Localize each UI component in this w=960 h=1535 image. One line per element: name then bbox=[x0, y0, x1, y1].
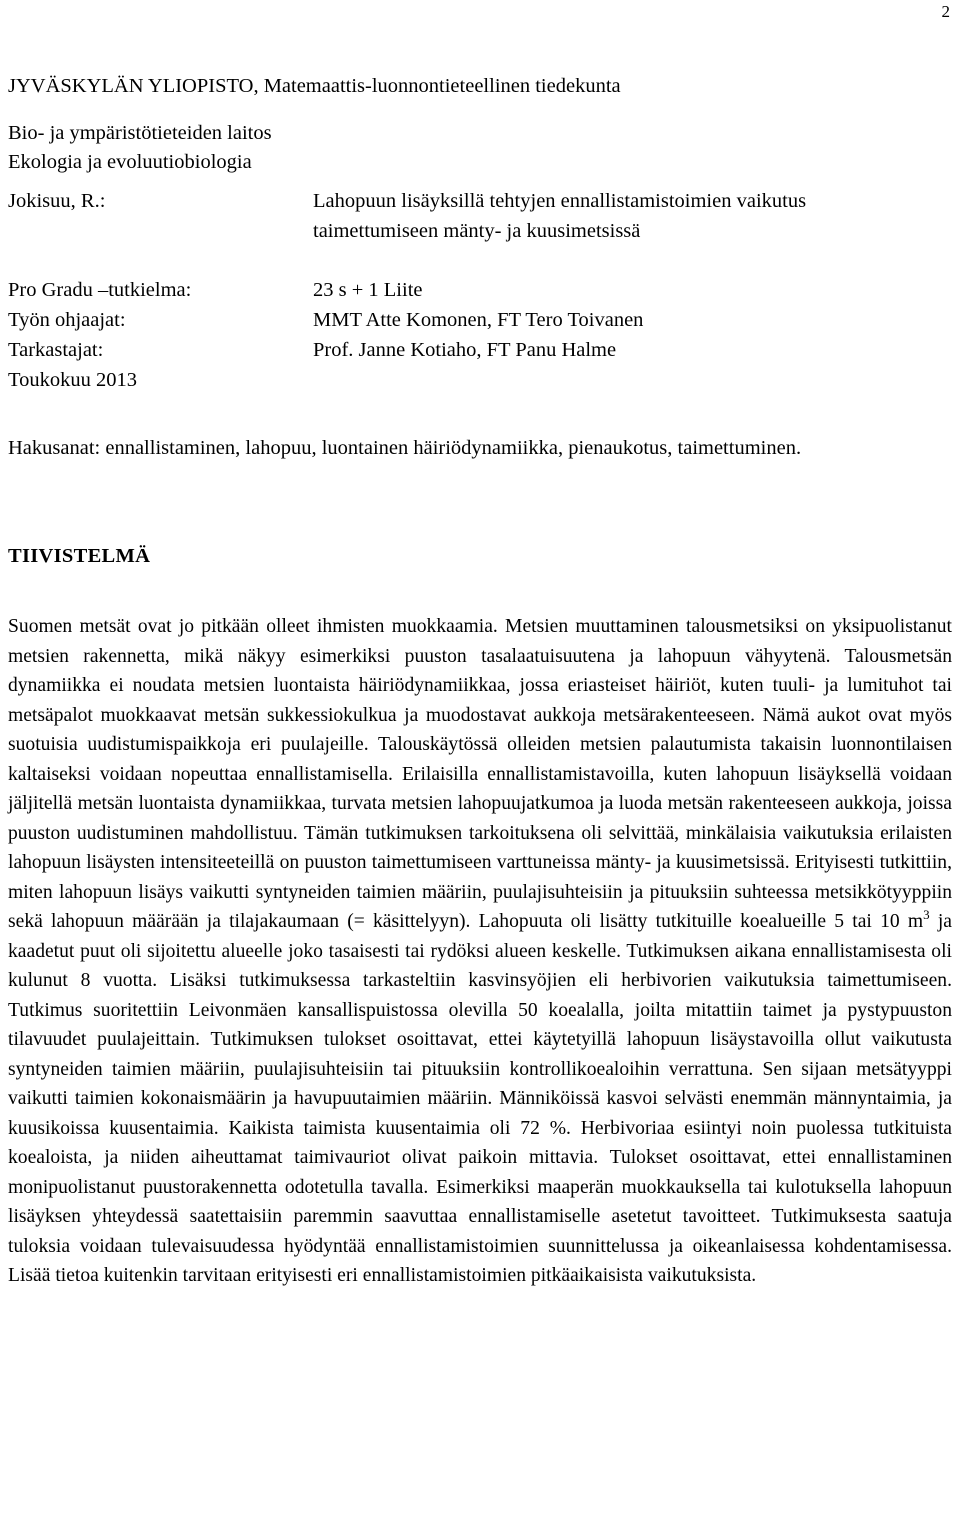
cubic-superscript: 3 bbox=[923, 907, 930, 922]
keywords-label: Hakusanat: bbox=[8, 437, 101, 459]
examiners-label: Tarkastajat: bbox=[8, 339, 104, 361]
author-label: Jokisuu, R.: bbox=[8, 190, 106, 212]
abstract-text-part1: Suomen metsät ovat jo pitkään olleet ihmisten muokkaamia. Metsien muuttaminen talousmetsiksi on yksipuolistanut metsien rakennetta, mikä näkyy esimerkiksi puuston tasalaatuisuutena ja lahopuun vähyytenä. Talousmetsän dynamiikka ei noudata metsien luontaista häiriödynamiikkaa, jossa eriasteiset häiriöt, kuten tuuli- ja lumituhot tai metsäpalot muokkaavat metsän sukkessiokulkua ja muodostavat aukkoja metsärakenteeseen. Nämä aukot ovat myös suotuisia uudistumispaikkoja eri puulajeille. Talouskäytössä olleiden metsien palautumista takaisin luonnontilaisen kaltaiseksi voidaan nopeuttaa ennallistamisella. Erilaisilla ennallistamistavoilla, kuten lahopuun lisäyksellä voidaan jäljitellä metsän luontaista dynamiikkaa, turvata metsien lahopuujatkumoa ja luoda metsän rakenteeseen aukkoja, joissa puuston uudistuminen mahdollistuu. Tämän tutkimuksen tarkoituksena oli selvittää, minkälaisia vaikutuksia erilaisten lahopuun lisäysten intensiteeteillä on puuston taimettumiseen varttuneissa mänty- ja kuusimetsissä. Erityisesti tutkittiin, miten lahopuun lisäys vaikutti syntyneiden taimien määriin, puulajisuhteisiin ja pituuksiin suhteessa metsikkötyyppiin sekä lahopuun määrään ja tilajakaumaan (= käsittelyyn). Lahopuuta oli lisätty tutkituille koealueille 5 tai 10 m bbox=[8, 616, 952, 932]
thesis-type-value: 23 s + 1 Liite bbox=[313, 279, 423, 301]
department-block bbox=[8, 119, 272, 177]
thesis-title-line1: Lahopuun lisäyksillä tehtyjen ennallistamistoimien vaikutus bbox=[313, 190, 807, 212]
date-label: Toukokuu 2013 bbox=[8, 369, 137, 391]
keywords-text: ennallistaminen, lahopuu, luontainen häiriödynamiikka, pienaukotus, taimettuminen. bbox=[105, 437, 802, 459]
abstract-text-part2: ja kaadetut puut oli sijoitettu alueelle joko tasaisesti tai rydöksi alueen keskelle. Tutkimuksen aikana ennallistamisesta oli kulunut 8 vuotta. Lisäksi tutkimuksessa tarkasteltiin kasvinsyöjien eli herbivorien vaikutuksia taimettumiseen. Tutkimus suoritettiin Leivonmäen kansallispuistossa olevilla 50 koealalla, joilta mitattiin taimet ja pystypuuston tilavuudet puulajeittain. Tutkimuksen tulokset osoittavat, ettei käytetyillä lahopuun lisäystavoilla ollut vaikutusta syntyneiden taimien määriin, puulajisuhteisiin tai pituuksiin kontrollikoealoihin verrattuna. Sen sijaan metsätyyppi vaikutti taimien kokonaismäärin ja havupuutaimien määriin. Männiköissä kasvoi selvästi enemmän männyntaimia, ja kuusikoissa kuusentaimia. Kaikista taimista kuusentaimia oli 72 %. Herbivoriaa esiintyi noin puolessa tutkituista koealoista, ja niiden aiheuttamat taimivauriot olivat paikoin mittavia. Tulokset osoittavat, ettei ennallistaminen monipuolistanut puustorakennetta odotetulla tavalla. Esimerkiksi maaperän muokkauksella tai kulotuksella lahopuun lisäyksen yhteydessä saatettaisiin paremmin saavuttaa ennallistamiselle asetetut tavoitteet. Tutkimuksesta saatuja tuloksia voidaan tulevaisuudessa hyödyntää ennallistamistoimien suunnittelussa ja oikeanlaisessa kohdentamisessa. Lisää tietoa kuitenkin tarvitaan erityisesti eri ennallistamistoimien pitkäaikaisista vaikutuksista. bbox=[8, 911, 952, 1286]
faculty-heading: JYVÄSKYLÄN YLIOPISTO, Matemaattis-luonnontieteellinen tiedekunta bbox=[8, 75, 621, 97]
keywords bbox=[8, 434, 952, 463]
thesis-title-line2: taimettumiseen mänty- ja kuusimetsissä bbox=[313, 220, 641, 242]
thesis-type-label: Pro Gradu –tutkielma: bbox=[8, 279, 192, 301]
abstract-heading: TIIVISTELMÄ bbox=[8, 545, 151, 567]
abstract-body bbox=[8, 612, 952, 1291]
supervisors-value: MMT Atte Komonen, FT Tero Toivanen bbox=[313, 309, 644, 331]
subject-name: Ekologia ja evoluutiobiologia bbox=[8, 151, 252, 173]
page-number: 2 bbox=[941, 2, 950, 21]
examiners-value: Prof. Janne Kotiaho, FT Panu Halme bbox=[313, 339, 617, 361]
department-name: Bio- ja ympäristötieteiden laitos bbox=[8, 122, 272, 144]
supervisors-label: Työn ohjaajat: bbox=[8, 309, 126, 331]
